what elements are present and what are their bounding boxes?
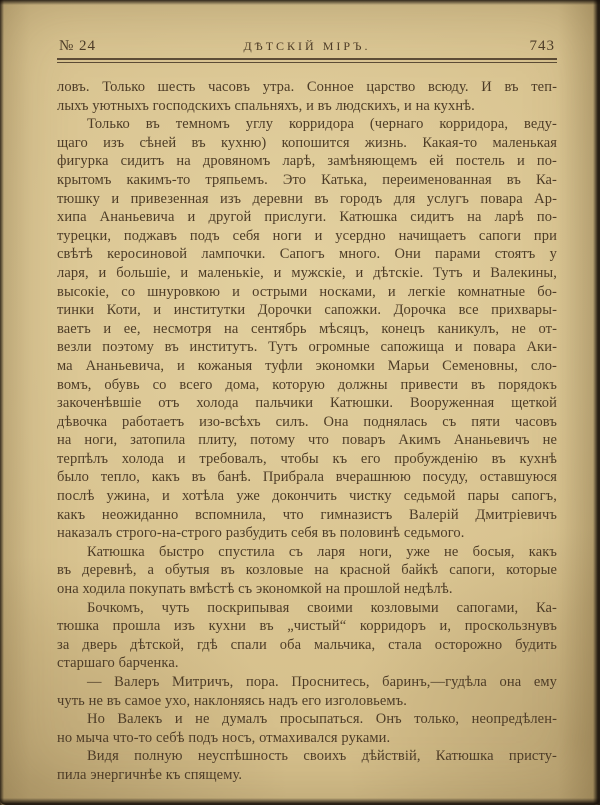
text-line: хипа Ананьевича и другой прислуги. Катюшка сидитъ на ларѣ по- — [57, 209, 557, 226]
text-line: везли поэтому въ институтъ. Тутъ огромные сапожища и повара Аки- — [57, 339, 557, 356]
text-line: Видя полную неуспѣшность своихъ дѣйствій, Катюшка присту- — [87, 748, 557, 765]
scan-edge-bottom — [0, 798, 600, 805]
issue-number: № 24 — [59, 38, 97, 54]
text-line: дѣвочка работаетъ изо-всѣхъ силъ. Она поднялась съ пяти часовъ — [57, 413, 557, 430]
text-line: — Валеръ Митричъ, пора. Проснитесь, баринъ,—гудѣла она ему — [87, 674, 557, 690]
text-line: высокіе, со шнуровкою и острыми носками, и легкіе комнатные бо- — [57, 283, 557, 300]
text-line: тюшку и привезенная изъ деревни въ городъ для услугъ повара Ар- — [57, 190, 557, 207]
text-line: свѣтѣ керосиновой лампочки. Сапогъ много. Они парами стоятъ у — [57, 246, 557, 263]
text-line: пила энергичнѣе къ спящему. — [57, 766, 243, 783]
text-line: въ деревнѣ, а обутыя въ козловые на красной байкѣ сапоги, которые — [57, 562, 557, 579]
text-line: ловъ. Только шесть часовъ утра. Сонное царство всюду. И въ теп- — [57, 79, 557, 95]
text-line: тюшка прошла изъ кухни въ „чистый“ корридоръ и, проскользнувъ — [57, 618, 557, 635]
text-line: лыхъ уютныхъ господскихъ спальняхъ, и въ людскихъ, и на кухнѣ. — [57, 97, 475, 114]
text-line: тинки Коти, и институтки Дорочки сапожки. Дорочка все прихвары- — [57, 302, 557, 319]
text-line: было тепло, какъ въ банѣ. Прибрала вчерашнюю посуду, оставшуюся — [57, 469, 557, 486]
text-line: ларя, и большіе, и маленькіе, и мужскіе, и дѣтскіе. Тутъ и Валекины, — [57, 264, 557, 281]
text-line: старшаго барченка. — [57, 655, 179, 672]
journal-title: ДѢТСКІЙ МІРЪ. — [243, 39, 371, 53]
scan-edge-right — [593, 0, 600, 805]
text-line: щаго изъ сѣней въ кухню) копошится жизнь. Какая-то маленькая — [57, 134, 557, 151]
text-line: она ходила покупать вмѣстѣ съ экономкой на прошлой недѣлѣ. — [57, 581, 453, 598]
text-line: послѣ ужина, и хотѣла уже докончить чистку седьмой пары сапогъ, — [57, 488, 557, 505]
text-line: крытомъ какимъ-то тряпьемъ. Это Катька, переименованная въ Ка- — [57, 171, 557, 188]
text-line: какъ неожиданно вспомнила, что гимназистъ Валерій Дмитріевичъ — [57, 506, 557, 523]
header-rule — [57, 58, 557, 63]
text-line: наказалъ строго-на-строго разбудить себя въ половинѣ седьмого. — [57, 525, 465, 542]
text-line: ма Ананьевича, и кожаныя туфли экономки Марьи Семеновны, сло- — [57, 357, 557, 374]
text-line: чуть не въ самое ухо, наклоняясь надъ его изголовьемъ. — [57, 692, 408, 709]
text-line: Только въ темномъ углу корридора (чернаго корридора, веду- — [87, 116, 557, 133]
text-line: Бочкомъ, чуть поскрипывая своими козловыми сапогами, Ка- — [87, 599, 557, 616]
page-number: 743 — [529, 38, 555, 54]
text-line: терпѣлъ холода и требовалъ, чтобы къ его пробужденію въ кухнѣ — [57, 450, 557, 467]
scan-edge-top — [0, 0, 600, 5]
text-line: но мыча что-то себѣ подъ носъ, отмахивался руками. — [57, 729, 391, 746]
text-line: Катюшка быстро спустила съ ларя ноги, уже не босыя, какъ — [87, 543, 557, 560]
text-line: на ноги, затопила плиту, потому что поваръ Акимъ Ананьевичъ не — [57, 432, 557, 449]
text-line: турецки, поджавъ подъ себя ноги и усердно начищаетъ сапоги при — [57, 227, 557, 244]
text-line: за дверь дѣтской, гдѣ спали оба мальчика, стала осторожно будить — [57, 636, 557, 653]
text-line: закоченѣвшіе отъ холода пальчики Катюшки. Вооруженная щеткой — [57, 395, 557, 412]
page-content — [57, 31, 557, 785]
scan-edge-left — [0, 0, 4, 805]
body-text — [57, 78, 557, 785]
text-line: ваетъ и ее, несмотря на сентябрь мѣсяцъ, конецъ каникулъ, не от- — [57, 320, 557, 337]
text-line: Но Валекъ и не думалъ просыпаться. Онъ только, неопредѣлен- — [87, 711, 557, 728]
page-header — [57, 31, 557, 55]
text-line: вомъ, обувь со всего дома, которую должны привести въ порядокъ — [57, 376, 557, 393]
text-line: фигурка сидитъ на дровяномъ ларѣ, замѣняющемъ ей постель и по- — [57, 153, 557, 170]
